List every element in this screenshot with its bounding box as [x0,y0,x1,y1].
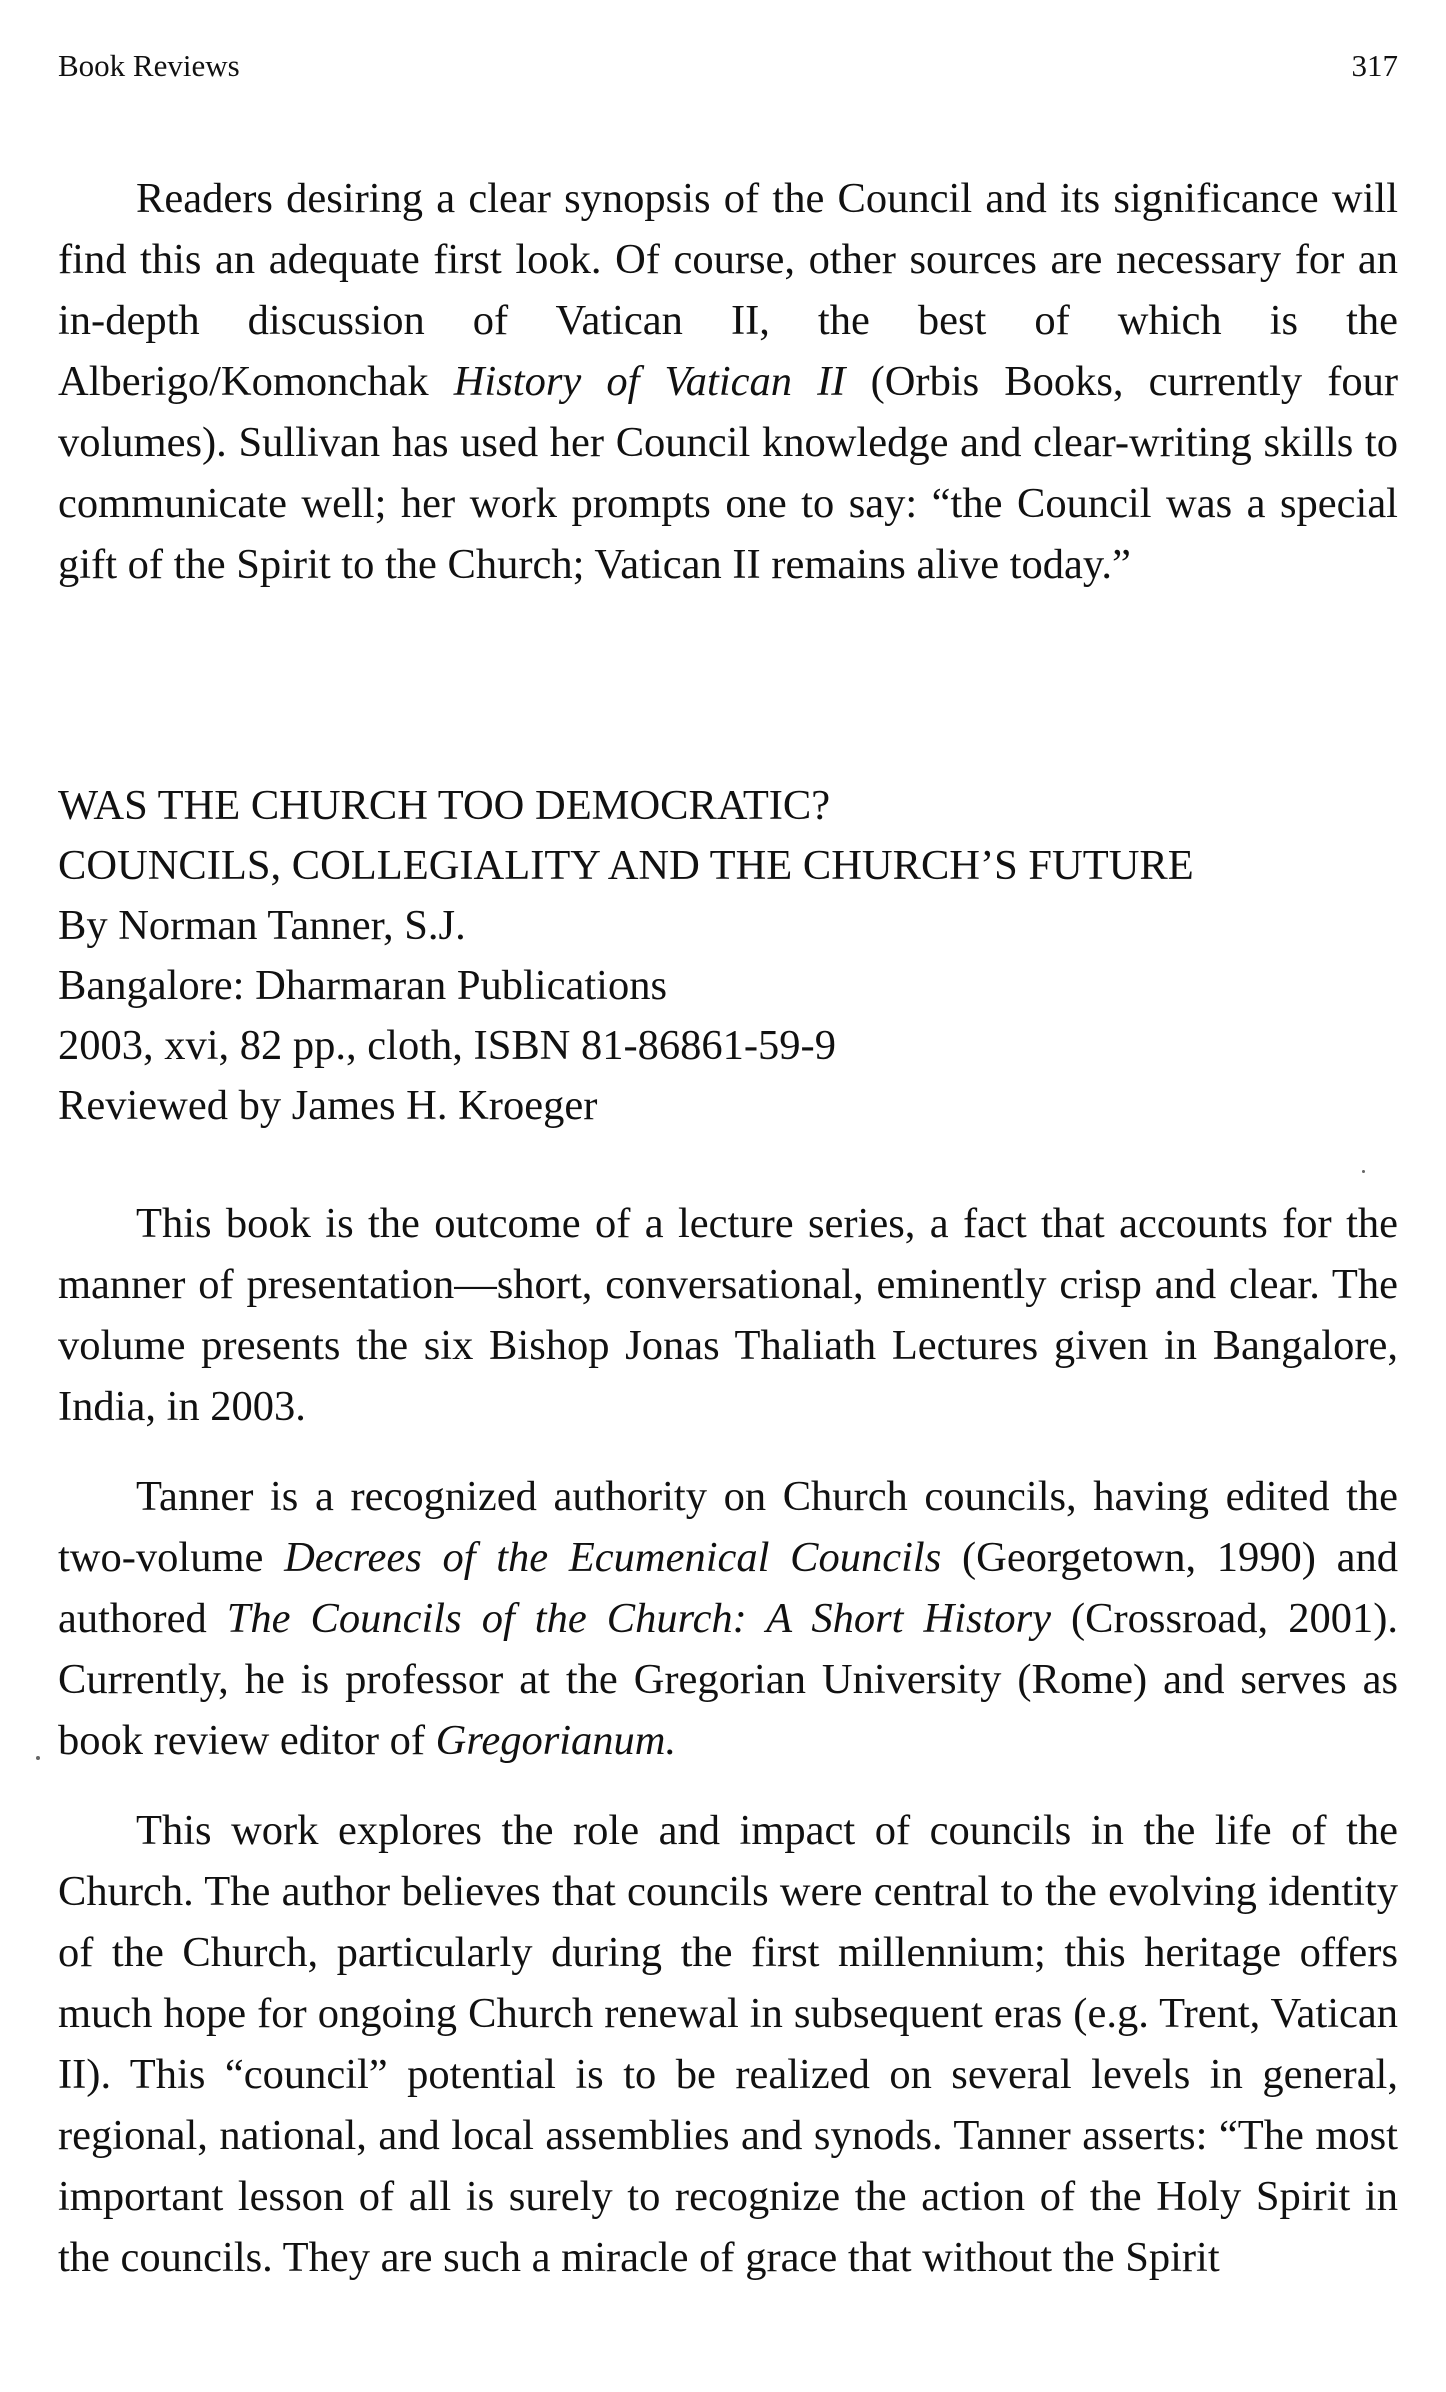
book-details: 2003, xvi, 82 pp., cloth, ISBN 81-86861-59-9 [58,1022,836,1069]
review-heading [58,776,1398,1136]
intro-paragraph [58,168,1398,595]
intro-text-part2: (Orbis Books, currently four volumes). Sullivan has used her Council knowledge and clear-writing skills to communicate well; her work prompts one to say: “the Council was a special gift of the Spirit to the Church; Vatican II remains alive today.” [58,358,1399,588]
review-paragraph-2 [58,1466,1398,1771]
scan-speck [1362,1170,1365,1173]
review-p2-title1: Decrees of the Ecumenical Councils [284,1534,942,1581]
review-p2-part1: Tanner is a recognized authority on Church councils, having edited the two-volume [58,1473,1398,1581]
review-paragraph-1: This book is the outcome of a lecture series, a fact that accounts for the manner of presentation—short, conversational, eminently crisp and clear. The volume presents the six Bishop Jonas Thaliath Lectures given in Bangalore, India, in 2003. [58,1200,1398,1430]
running-head [58,48,1398,88]
book-title-line2: COUNCILS, COLLEGIALITY AND THE CHURCH’S FUTURE [58,842,1194,889]
intro-text-part1: Readers desiring a clear synopsis of the Council and its significance will find this an adequate first look. Of course, other sources are necessary for an in-depth discussion of Vatican II, the best of which is the Alberigo/Komonchak [58,175,1398,405]
book-title-line1: WAS THE CHURCH TOO DEMOCRATIC? [58,782,831,829]
review-p2-title3: Gregorianum. [435,1717,677,1764]
intro-book-title: History of Vatican II [453,358,846,405]
review-p2-part3: (Crossroad, 2001). Currently, he is professor at the Gregorian University (Rome) and serves as book review editor of [58,1595,1398,1764]
book-publisher: Bangalore: Dharmaran Publications [58,962,667,1009]
review-p2-title2: The Councils of the Church: A Short History [226,1595,1051,1642]
running-head-title: Book Reviews [58,48,240,83]
page-number: 317 [1351,48,1398,83]
scan-speck [36,1756,40,1760]
book-author: By Norman Tanner, S.J. [58,902,466,949]
review-paragraph-3: This work explores the role and impact of councils in the life of the Church. The author believes that councils were central to the evolving identity of the Church, particularly during the first millennium; this heritage offers much hope for ongoing Church renewal in subsequent eras (e.g. Trent, Vatican II). This “council” potential is to be realized on several levels in general, regional, national, and local assemblies and synods. Tanner asserts: “The most important lesson of all is surely to recognize the action of the Holy Spirit in the councils. They are such a miracle of grace that without the Spirit [58,1807,1398,2281]
document-page [58,0,1398,2392]
review-p2-part2: (Georgetown, 1990) and authored [58,1534,1398,1642]
reviewer-line: Reviewed by James H. Kroeger [58,1082,598,1129]
